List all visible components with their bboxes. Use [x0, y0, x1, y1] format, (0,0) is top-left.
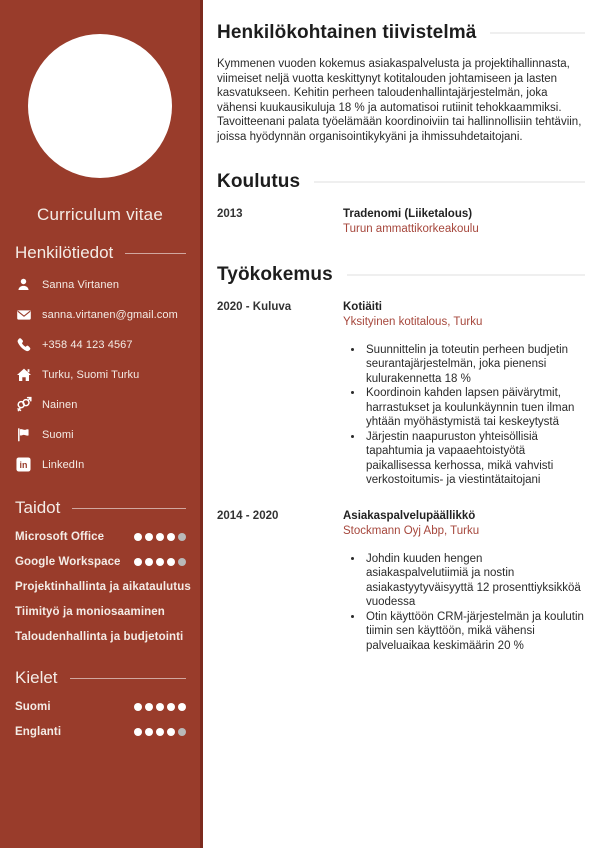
- personal-item-label: Sanna Virtanen: [42, 278, 120, 291]
- languages-heading-label: Kielet: [15, 668, 58, 687]
- heading-divider-line: [70, 678, 186, 679]
- skill-label: Microsoft Office: [15, 530, 105, 543]
- skill-label: Tiimityö ja moniosaaminen: [15, 605, 165, 618]
- experience-entry: [217, 510, 585, 654]
- rating-dot-filled: [134, 728, 142, 736]
- profile-photo-placeholder: [28, 34, 172, 178]
- person-icon: [15, 276, 32, 293]
- entry-title: Asiakaspalvelupäällikkö: [343, 509, 476, 522]
- rating-dot-filled: [167, 558, 175, 566]
- skill-label: Taloudenhallinta ja budjetointi: [15, 630, 184, 643]
- sidebar: [0, 0, 203, 848]
- personal-item-gender: [15, 396, 186, 413]
- experience-heading: [217, 264, 585, 286]
- skill-row: [15, 555, 186, 568]
- rating-dot-filled: [145, 703, 153, 711]
- languages-heading: [15, 668, 186, 688]
- skill-rating: [134, 558, 186, 566]
- bullet-item: • Johdin kuuden hengen asiakaspalvelutiimiä ja nostin asiakastyytyväisyyttä 12 prosenttiyksikköä vuodessa: [364, 552, 585, 610]
- personal-item-label: +358 44 123 4567: [42, 338, 133, 351]
- personal-item-location: [15, 366, 186, 383]
- bullet-item: • Järjestin naapuruston yhteisöllisiä tapahtumia ja vapaaehtoistyötä paikallisessa kerhossa, mikä vahvisti verkostoitumis- ja viestintätaitojani: [364, 430, 585, 488]
- rating-dot-filled: [156, 703, 164, 711]
- rating-dot-filled: [134, 533, 142, 541]
- language-label: Suomi: [15, 700, 51, 713]
- rating-dot-filled: [167, 728, 175, 736]
- personal-item-label: sanna.virtanen@gmail.com: [42, 308, 178, 321]
- rating-dot-filled: [167, 703, 175, 711]
- personal-item-label: Suomi: [42, 428, 74, 441]
- flag-icon: [15, 426, 32, 443]
- entry-period: 2014 - 2020: [217, 509, 279, 522]
- rating-dot-filled: [167, 533, 175, 541]
- rating-dot-filled: [156, 533, 164, 541]
- heading-divider-line: [125, 253, 186, 254]
- personal-item-label: Turku, Suomi Turku: [42, 368, 140, 381]
- entry-subtitle: Turun ammattikorkeakoulu: [343, 222, 479, 235]
- rating-dot-filled: [178, 703, 186, 711]
- heading-divider-line: [72, 508, 186, 509]
- cv-title: Curriculum vitae: [36, 205, 163, 224]
- heading-rule: [314, 181, 585, 183]
- skill-row: [15, 630, 186, 643]
- entry-subtitle: Yksityinen kotitalous, Turku: [343, 315, 483, 328]
- rating-dot-empty: [178, 728, 186, 736]
- entry-bullet-list: [343, 343, 585, 488]
- main-content: [203, 0, 600, 653]
- language-rating: [134, 703, 186, 711]
- entry-body: [343, 301, 585, 488]
- rating-dot-empty: [178, 558, 186, 566]
- rating-dot-filled: [156, 558, 164, 566]
- sidebar-content: [15, 243, 191, 738]
- svg-text:in: in: [19, 460, 28, 471]
- education-entry: [217, 208, 585, 235]
- summary-heading: [217, 22, 585, 44]
- skill-row: [15, 605, 186, 618]
- skill-row: [15, 530, 186, 543]
- rating-dot-filled: [134, 703, 142, 711]
- entry-title: Kotiäiti: [343, 300, 382, 313]
- linkedin-icon: [15, 456, 32, 473]
- education-heading: [217, 171, 585, 193]
- language-rating: [134, 728, 186, 736]
- entry-bullet-list: [343, 552, 585, 654]
- personal-item-name: [15, 276, 186, 293]
- skills-heading-label: Taidot: [15, 498, 61, 517]
- education-heading-label: Koulutus: [217, 170, 301, 192]
- language-label: Englanti: [15, 725, 62, 738]
- skills-heading: [15, 498, 186, 518]
- personal-info-heading-label: Henkilötiedot: [15, 243, 114, 262]
- summary-text: Kymmenen vuoden kokemus asiakaspalvelusta ja projektihallinnasta, viimeiset neljä vuotta keskittynyt kotitalouden johtamiseen ja lasten kasvatukseen. Kehitin perheen taloudenhallintajärjestelmän, joka vähensi kuukausikuluja 18 % ja automatisoi rutiinit tehokkaammiksi. Tavoitteenani palata työelämään koordinoiviin tai hallinnollisiin tehtäviin, joissa hyödynnän organisointikykyäni ja ihmissuhdetaitojani.: [217, 58, 582, 143]
- rating-dot-filled: [145, 558, 153, 566]
- personal-item-email[interactable]: [15, 306, 186, 323]
- rating-dot-filled: [145, 533, 153, 541]
- skill-rating: [134, 533, 186, 541]
- bullet-item: • Otin käyttöön CRM-järjestelmän ja koulutin tiimin sen käyttöön, mikä vähensi palveluaikaa keskimäärin 20 %: [364, 610, 585, 654]
- entry-title: Tradenomi (Liiketalous): [343, 207, 473, 220]
- personal-item-linkedin[interactable]: [15, 456, 186, 473]
- rating-dot-empty: [178, 533, 186, 541]
- bullet-item: • Koordinoin kahden lapsen päivärytmit, harrastukset ja koulunkäynnin tuen ilman yhtään myöhästymistä tai keskeytystä: [364, 386, 585, 430]
- rating-dot-filled: [134, 558, 142, 566]
- entry-subtitle: Stockmann Oyj Abp, Turku: [343, 524, 480, 537]
- personal-item-nationality: [15, 426, 186, 443]
- personal-item-label: Nainen: [42, 398, 78, 411]
- entry-body: [343, 208, 585, 235]
- personal-item-label: LinkedIn: [42, 458, 85, 471]
- entry-body: [343, 510, 585, 654]
- experience-heading-label: Työkokemus: [217, 263, 333, 285]
- rating-dot-filled: [156, 728, 164, 736]
- experience-entry: [217, 301, 585, 488]
- rating-dot-filled: [145, 728, 153, 736]
- bullet-item: • Suunnittelin ja toteutin perheen budjetin seurantajärjestelmän, joka pienensi kulurakennetta 18 %: [364, 343, 585, 387]
- summary-heading-label: Henkilökohtainen tiivistelmä: [217, 22, 477, 43]
- mail-icon: [15, 306, 32, 323]
- gender-icon: [15, 396, 32, 413]
- personal-info-heading: [15, 243, 186, 263]
- skill-label: Projektinhallinta ja aikataulutus: [15, 580, 191, 593]
- skill-row: [15, 580, 191, 593]
- heading-rule: [347, 274, 585, 276]
- phone-icon: [15, 336, 32, 353]
- language-row: [15, 700, 186, 713]
- entry-period: 2013: [217, 207, 243, 220]
- home-icon: [15, 366, 32, 383]
- skill-label: Google Workspace: [15, 555, 121, 568]
- personal-item-phone[interactable]: [15, 336, 186, 353]
- heading-rule: [490, 32, 585, 34]
- language-row: [15, 725, 186, 738]
- entry-period: 2020 - Kuluva: [217, 300, 292, 313]
